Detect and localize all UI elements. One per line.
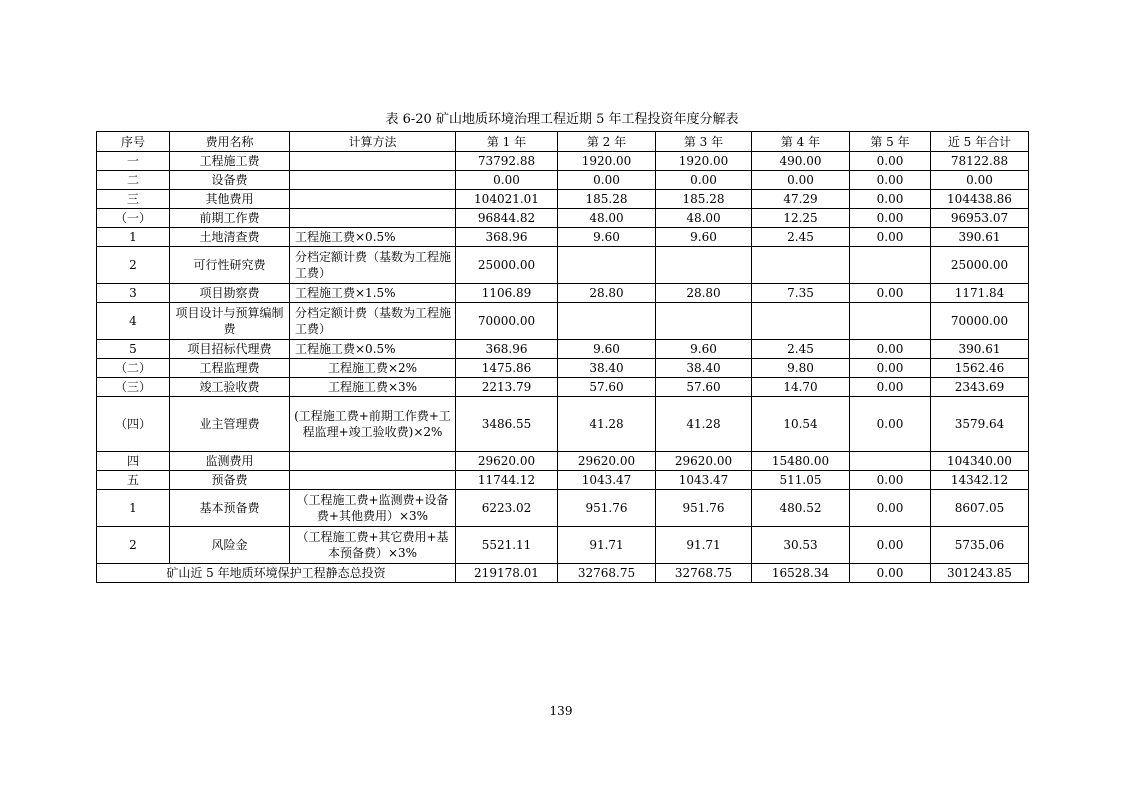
table-caption: 表 6-20 矿山地质环境治理工程近期 5 年工程投资年度分解表 — [385, 112, 739, 127]
table-cell: 951.76 — [558, 490, 656, 527]
table-cell — [290, 452, 456, 471]
table-row — [97, 152, 1029, 171]
table-row — [97, 303, 1029, 340]
table-cell: 工程施工费×3% — [290, 378, 456, 397]
table-row — [97, 209, 1029, 228]
table-cell: （工程施工费+其它费用+基本预备费）×3% — [290, 527, 456, 564]
table-cell: 2343.69 — [931, 378, 1029, 397]
table-cell: 0.00 — [850, 284, 931, 303]
table-row — [97, 397, 1029, 452]
table-cell: 工程施工费×0.5% — [290, 228, 456, 247]
table-cell: 分档定额计费（基数为工程施工费） — [290, 303, 456, 340]
table-cell: 2.45 — [752, 340, 850, 359]
table-cell: 0.00 — [850, 490, 931, 527]
table-cell: 185.28 — [656, 190, 752, 209]
table-cell: 其他费用 — [170, 190, 290, 209]
table-cell: 工程施工费 — [170, 152, 290, 171]
table-cell — [290, 171, 456, 190]
table-cell: 1106.89 — [456, 284, 558, 303]
table-cell — [558, 303, 656, 340]
table-cell: (工程施工费+前期工作费+工程监理+竣工验收费)×2% — [290, 397, 456, 452]
table-cell: 28.80 — [558, 284, 656, 303]
table-row — [97, 378, 1029, 397]
table-cell: 91.71 — [656, 527, 752, 564]
table-cell: 48.00 — [656, 209, 752, 228]
table-cell: 10.54 — [752, 397, 850, 452]
table-cell: 1475.86 — [456, 359, 558, 378]
table-cell: 15480.00 — [752, 452, 850, 471]
table-cell: 工程施工费×0.5% — [290, 340, 456, 359]
table-cell: 三 — [97, 190, 170, 209]
table-cell: 78122.88 — [931, 152, 1029, 171]
table-cell — [290, 152, 456, 171]
table-cell: 工程施工费×2% — [290, 359, 456, 378]
total-row — [97, 564, 1029, 583]
table-cell: 一 — [97, 152, 170, 171]
table-cell: 57.60 — [558, 378, 656, 397]
table-cell: 41.28 — [558, 397, 656, 452]
total-cell: 32768.75 — [558, 564, 656, 583]
table-cell: 28.80 — [656, 284, 752, 303]
header-cell: 第 1 年 — [456, 132, 558, 152]
table-cell: 511.05 — [752, 471, 850, 490]
table-cell: 监测费用 — [170, 452, 290, 471]
table-cell: 4 — [97, 303, 170, 340]
table-cell: 14342.12 — [931, 471, 1029, 490]
investment-breakdown-table — [96, 131, 1029, 583]
table-cell — [656, 247, 752, 284]
table-cell: 0.00 — [931, 171, 1029, 190]
table-cell: 0.00 — [850, 171, 931, 190]
table-cell: 土地清查费 — [170, 228, 290, 247]
table-cell: 0.00 — [456, 171, 558, 190]
table-cell: （三） — [97, 378, 170, 397]
table-cell: 5735.06 — [931, 527, 1029, 564]
table-cell: 5521.11 — [456, 527, 558, 564]
table-cell: 1043.47 — [558, 471, 656, 490]
table-cell: 0.00 — [850, 340, 931, 359]
total-cell: 301243.85 — [931, 564, 1029, 583]
table-cell: 工程监理费 — [170, 359, 290, 378]
table-cell: 7.35 — [752, 284, 850, 303]
table-cell: 0.00 — [850, 190, 931, 209]
table-cell: 工程施工费×1.5% — [290, 284, 456, 303]
table-cell: 29620.00 — [656, 452, 752, 471]
table-cell: 可行性研究费 — [170, 247, 290, 284]
table-cell: 41.28 — [656, 397, 752, 452]
table-cell: 8607.05 — [931, 490, 1029, 527]
table-cell: （工程施工费+监测费+设备费+其他费用）×3% — [290, 490, 456, 527]
header-cell: 第 4 年 — [752, 132, 850, 152]
table-cell: 14.70 — [752, 378, 850, 397]
table-cell: 3 — [97, 284, 170, 303]
table-cell: 73792.88 — [456, 152, 558, 171]
table-cell: 480.52 — [752, 490, 850, 527]
header-cell: 序号 — [97, 132, 170, 152]
table-cell: 1 — [97, 490, 170, 527]
table-cell: 368.96 — [456, 228, 558, 247]
table-cell: 0.00 — [850, 359, 931, 378]
table-cell: 分档定额计费（基数为工程施工费） — [290, 247, 456, 284]
table-cell: 951.76 — [656, 490, 752, 527]
table-cell: 29620.00 — [456, 452, 558, 471]
table-cell: 二 — [97, 171, 170, 190]
table-cell: 0.00 — [850, 378, 931, 397]
table-cell: 30.53 — [752, 527, 850, 564]
table-cell: 四 — [97, 452, 170, 471]
table-cell: 0.00 — [850, 471, 931, 490]
table-cell: 0.00 — [752, 171, 850, 190]
table-cell: 1043.47 — [656, 471, 752, 490]
table-row — [97, 452, 1029, 471]
table-cell: 70000.00 — [456, 303, 558, 340]
table-cell: 11744.12 — [456, 471, 558, 490]
table-cell: 预备费 — [170, 471, 290, 490]
table-row — [97, 340, 1029, 359]
table-cell: 1562.46 — [931, 359, 1029, 378]
table-cell: （二） — [97, 359, 170, 378]
table-cell: 竣工验收费 — [170, 378, 290, 397]
table-cell — [752, 247, 850, 284]
table-cell: 38.40 — [558, 359, 656, 378]
table-row — [97, 190, 1029, 209]
total-cell: 219178.01 — [456, 564, 558, 583]
table-row — [97, 247, 1029, 284]
table-cell: 12.25 — [752, 209, 850, 228]
table-cell: 1 — [97, 228, 170, 247]
table-cell: 6223.02 — [456, 490, 558, 527]
table-cell: 0.00 — [850, 397, 931, 452]
table-cell: 47.29 — [752, 190, 850, 209]
table-cell — [290, 209, 456, 228]
table-cell: 29620.00 — [558, 452, 656, 471]
table-cell: 基本预备费 — [170, 490, 290, 527]
table-cell: （四） — [97, 397, 170, 452]
table-cell: 104021.01 — [456, 190, 558, 209]
header-cell: 计算方法 — [290, 132, 456, 152]
total-cell: 16528.34 — [752, 564, 850, 583]
table-cell: 104340.00 — [931, 452, 1029, 471]
table-cell — [752, 303, 850, 340]
table-cell: 0.00 — [850, 209, 931, 228]
table-row — [97, 228, 1029, 247]
table-cell: 390.61 — [931, 340, 1029, 359]
table-cell: 57.60 — [656, 378, 752, 397]
table-cell — [850, 247, 931, 284]
table-row — [97, 171, 1029, 190]
table-cell: 5 — [97, 340, 170, 359]
table-cell: 390.61 — [931, 228, 1029, 247]
header-cell: 近 5 年合计 — [931, 132, 1029, 152]
table-cell: 1920.00 — [558, 152, 656, 171]
total-cell: 32768.75 — [656, 564, 752, 583]
table-cell: 9.60 — [656, 228, 752, 247]
table-cell — [558, 247, 656, 284]
table-cell — [850, 303, 931, 340]
table-cell: 3486.55 — [456, 397, 558, 452]
table-cell: 项目招标代理费 — [170, 340, 290, 359]
table-cell: 0.00 — [850, 152, 931, 171]
table-cell: 0.00 — [656, 171, 752, 190]
table-cell: 0.00 — [850, 228, 931, 247]
header-cell: 第 2 年 — [558, 132, 656, 152]
header-cell: 费用名称 — [170, 132, 290, 152]
table-cell: 2 — [97, 247, 170, 284]
table-cell: 91.71 — [558, 527, 656, 564]
table-cell: 风险金 — [170, 527, 290, 564]
table-row — [97, 284, 1029, 303]
table-cell: 1920.00 — [656, 152, 752, 171]
table-cell: 0.00 — [850, 527, 931, 564]
table-cell: 9.80 — [752, 359, 850, 378]
table-cell: 1171.84 — [931, 284, 1029, 303]
table-cell: 项目勘察费 — [170, 284, 290, 303]
table-cell: 48.00 — [558, 209, 656, 228]
total-cell: 0.00 — [850, 564, 931, 583]
table-cell: 96844.82 — [456, 209, 558, 228]
table-cell: 185.28 — [558, 190, 656, 209]
table-cell: 2 — [97, 527, 170, 564]
table-row — [97, 490, 1029, 527]
table-row — [97, 527, 1029, 564]
page-number: 139 — [549, 704, 573, 718]
table-cell — [850, 452, 931, 471]
table-cell: 项目设计与预算编制费 — [170, 303, 290, 340]
table-cell: 25000.00 — [931, 247, 1029, 284]
table-cell: 0.00 — [558, 171, 656, 190]
table-row — [97, 471, 1029, 490]
table-cell: 设备费 — [170, 171, 290, 190]
table-cell: 490.00 — [752, 152, 850, 171]
total-label: 矿山近 5 年地质环境保护工程静态总投资 — [97, 564, 456, 583]
table-cell — [290, 471, 456, 490]
table-cell: 9.60 — [558, 228, 656, 247]
table-cell: （一） — [97, 209, 170, 228]
table-row — [97, 359, 1029, 378]
header-cell: 第 5 年 — [850, 132, 931, 152]
table-cell: 9.60 — [656, 340, 752, 359]
table-cell: 2213.79 — [456, 378, 558, 397]
table-cell: 9.60 — [558, 340, 656, 359]
table-cell: 70000.00 — [931, 303, 1029, 340]
table-cell — [290, 190, 456, 209]
table-cell: 96953.07 — [931, 209, 1029, 228]
table-cell: 25000.00 — [456, 247, 558, 284]
table-cell: 38.40 — [656, 359, 752, 378]
table-header-row — [97, 132, 1029, 152]
table-cell: 五 — [97, 471, 170, 490]
table-cell: 2.45 — [752, 228, 850, 247]
table-cell: 104438.86 — [931, 190, 1029, 209]
table-cell: 368.96 — [456, 340, 558, 359]
table-cell — [656, 303, 752, 340]
table-cell: 3579.64 — [931, 397, 1029, 452]
table-cell: 业主管理费 — [170, 397, 290, 452]
table-cell: 前期工作费 — [170, 209, 290, 228]
header-cell: 第 3 年 — [656, 132, 752, 152]
